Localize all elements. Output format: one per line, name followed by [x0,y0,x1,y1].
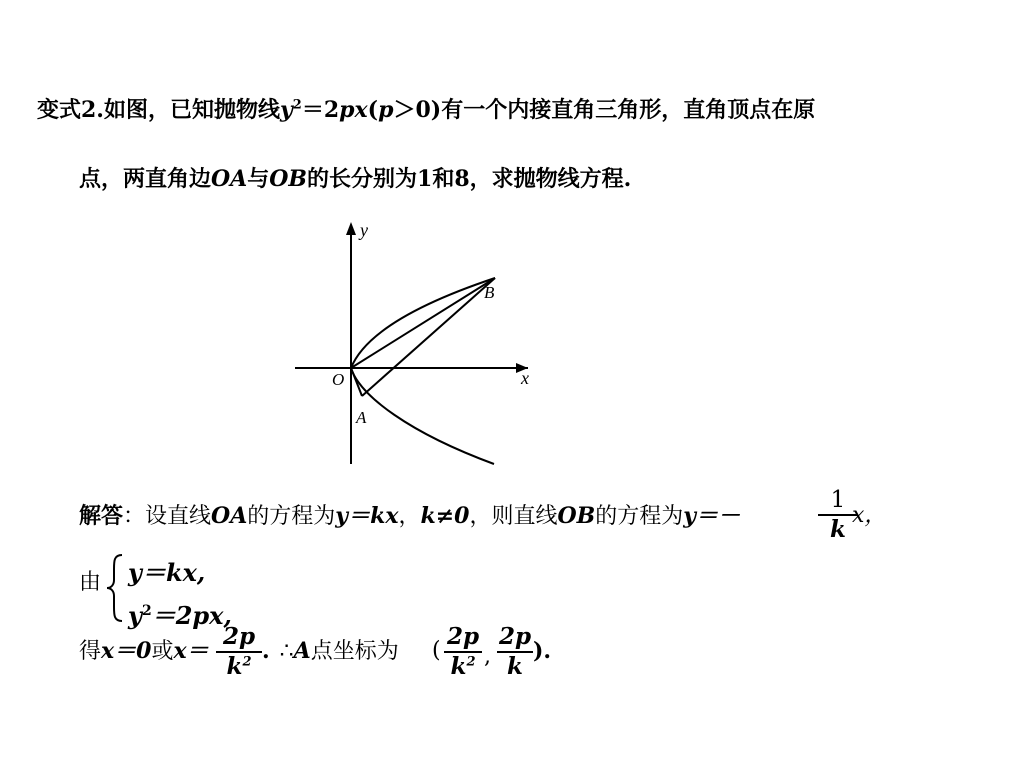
answer-y-eq-kx: y＝kx [335,503,399,529]
ax-den-sup: 2 [466,654,476,670]
system-equation-1 [128,553,205,588]
parabola-diagram [290,218,550,470]
problem-prefix: 变式2. [37,97,104,123]
system-eq2-sup: 2 [141,603,152,619]
answer-tail-text: x， [852,503,887,528]
parabola-lower [351,368,494,464]
result-frac-den: k [226,653,243,680]
problem2-text-a: 点，两直角边 [79,166,212,192]
answer-y-eq-minus: y＝－ [683,503,741,529]
label-y: y [360,220,368,240]
result-frac-den-sup: 2 [242,654,252,670]
problem-text-a: 如图，已知抛物线 [103,97,280,123]
ay-num: 2p [498,623,532,650]
result-x0: x＝0 [101,638,152,664]
problem2-text-c: 的长分别为1和8，求抛物线方程. [307,166,632,192]
slope-numerator: 1 [830,487,846,513]
problem-line-1 [37,99,815,122]
answer-oa: OA [211,503,248,529]
result-dot: . [262,638,270,664]
answer-tail [852,505,886,527]
problem2-ob: OB [269,166,308,192]
eq-y: y [279,97,293,123]
result-line [79,640,209,663]
answer-ob: OB [557,503,596,529]
coord-text: 点坐标为 [310,639,399,664]
answer-text-d: 的方程为 [595,504,684,529]
answer-comma: ， [398,504,421,529]
system-label: 由 [79,570,102,595]
answer-line-1 [79,505,740,528]
ay-den: k [507,653,523,680]
problem-text-b: 有一个内接直角三角形，直角顶点在原 [441,97,816,123]
system-eq1-text: y＝kx, [128,558,206,587]
slope-denominator: k [830,516,846,543]
answer-k-ne0: k≠0 [420,503,470,529]
therefore-symbol: ∴ [279,639,294,664]
segment-ab [362,278,495,396]
ax-num: 2p [446,623,480,650]
coord-comma: , [484,644,491,669]
label-o: O [332,370,345,389]
paren-open: ( [432,638,441,663]
eq-p2: p [378,97,394,123]
y-axis-arrow [346,222,356,235]
problem2-text-b: 与 [247,166,270,192]
eq-gt0: ＞0) [393,97,442,123]
system-eq2-y: y [128,601,142,630]
eq-open: ( [367,97,379,123]
answer-colon: ： [123,504,146,529]
result-after-frac [262,640,399,663]
point-a-x-fraction [444,625,482,679]
ax-den: k [450,653,467,680]
point-a: A [293,638,311,664]
answer-label: 解答 [79,503,124,529]
answer-text-c: ，则直线 [469,504,558,529]
problem2-oa: OA [211,166,248,192]
label-a: A [356,408,367,427]
problem-line-2 [79,168,631,191]
segment-oa [351,368,362,396]
eq-p: p [339,97,355,123]
eq-sup: 2 [292,97,302,113]
eq-x: x [354,97,368,123]
system-eq2-rest: ＝2px, [151,601,232,630]
system-brace [104,553,126,623]
point-a-y-fraction [497,625,533,679]
result-x-eq: x＝ [173,638,209,664]
label-x: x [521,368,529,388]
paren-close: ). [533,638,552,664]
result-prefix: 得 [79,639,102,664]
segment-ob [351,278,495,368]
label-b: B [484,283,495,302]
result-fraction [216,625,262,679]
result-or: 或 [151,639,174,664]
answer-text-b: 的方程为 [247,504,336,529]
eq-eq: ＝2 [301,97,340,123]
result-frac-num: 2p [222,623,256,650]
answer-text-a: 设直线 [145,504,212,529]
